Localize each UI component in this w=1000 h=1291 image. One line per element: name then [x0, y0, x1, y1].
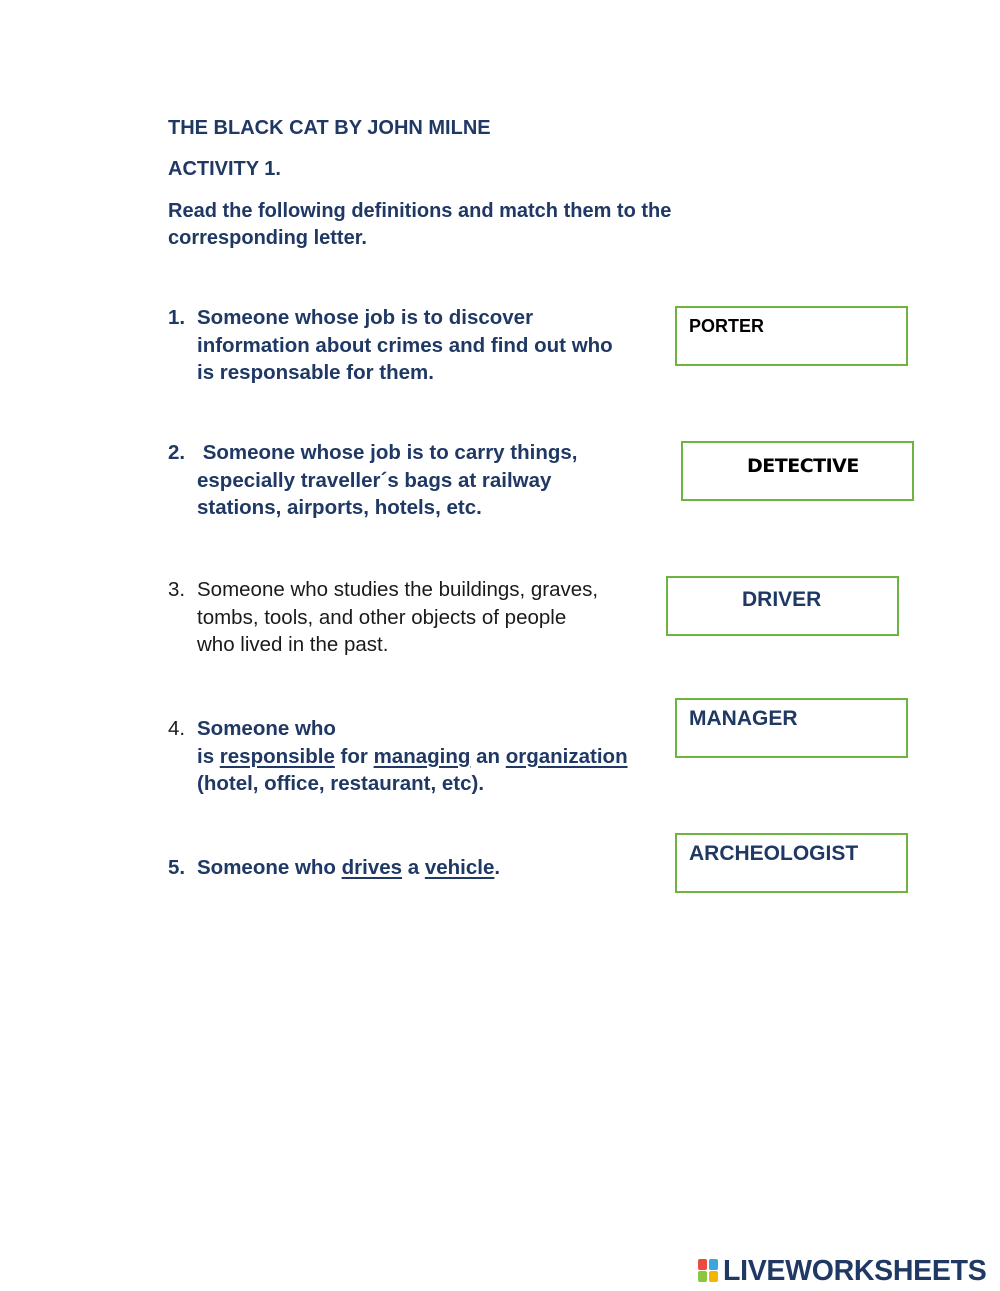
underlined-word: responsible: [219, 744, 335, 768]
definition-number: 1.: [168, 306, 186, 329]
answer-box-label: PORTER: [689, 316, 765, 336]
answer-box-porter[interactable]: [675, 306, 908, 366]
definition-line: tombs, tools, and other objects of people: [197, 605, 567, 629]
definition-line: is responsible for managing an organization: [197, 744, 628, 768]
definition-line: who lived in the past.: [197, 633, 389, 656]
definition-line: stations, airports, hotels, etc.: [197, 496, 482, 519]
answer-box-manager[interactable]: [675, 698, 908, 758]
underlined-word: drives: [341, 856, 403, 879]
definition-line: Someone who drives a vehicle.: [197, 856, 501, 879]
worksheet-title: THE BLACK CAT BY JOHN MILNE: [168, 117, 491, 139]
definition-line: Someone whose job is to carry things,: [197, 441, 578, 464]
answer-box-detective[interactable]: [681, 441, 914, 501]
logo-text: LIVEWORKSHEETS: [723, 1255, 987, 1287]
definition-line: Someone who: [197, 717, 336, 740]
answer-box-label: DETECTIVE: [747, 455, 859, 477]
definition-line: (hotel, office, restaurant, etc).: [197, 772, 485, 795]
instructions-line-1: Read the following definitions and match them to the: [168, 200, 672, 222]
definition-number: 5.: [168, 856, 186, 879]
definition-line: information about crimes and find out who: [197, 333, 613, 357]
answer-box-driver[interactable]: [666, 576, 899, 636]
underlined-word: vehicle: [424, 856, 495, 879]
definition-line: Someone who studies the buildings, graves,: [197, 578, 599, 601]
answer-box-label: ARCHEOLOGIST: [689, 842, 859, 865]
answer-box-label: DRIVER: [742, 588, 822, 611]
instructions: [168, 198, 768, 252]
answer-box-label: MANAGER: [689, 707, 798, 730]
underlined-word: organization: [505, 744, 628, 768]
instructions-line-2: corresponding letter.: [168, 227, 367, 249]
answer-box-archeologist[interactable]: [675, 833, 908, 893]
definition-line: especially traveller´s bags at railway: [197, 468, 552, 492]
logo-squares-icon: [698, 1259, 720, 1283]
underlined-word: managing: [373, 744, 471, 768]
definition-line: Someone whose job is to discover: [197, 306, 534, 329]
activity-heading: ACTIVITY 1.: [168, 158, 281, 180]
definition-number: 3.: [168, 578, 186, 601]
definition-number: 4.: [168, 717, 186, 740]
definition-line: is responsable for them.: [197, 361, 434, 384]
definition-number: 2.: [168, 441, 186, 464]
